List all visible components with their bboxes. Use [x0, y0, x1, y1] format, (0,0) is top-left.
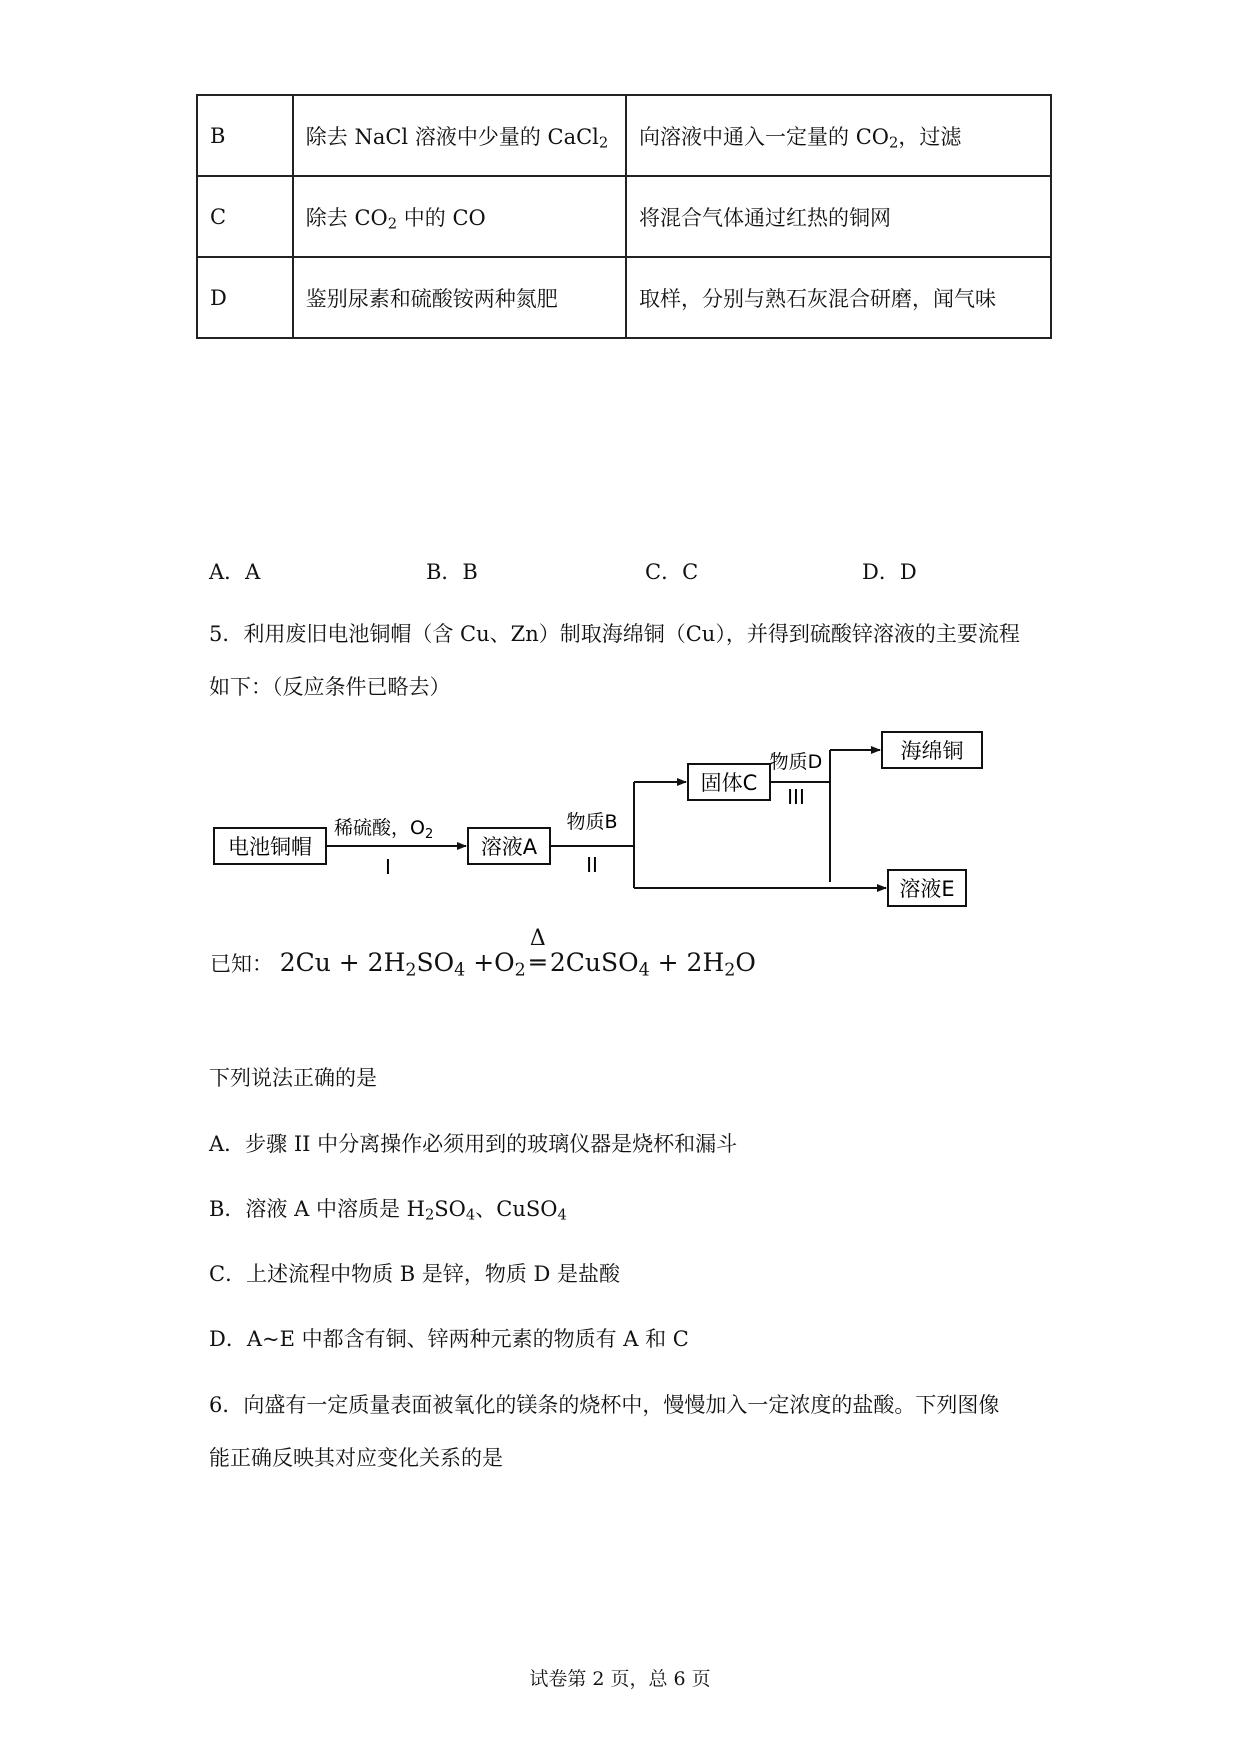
heat-symbol: Δ [529, 926, 546, 951]
label-solution-e: 溶液E [899, 877, 955, 901]
q5-ask: 下列说法正确的是 [209, 1066, 377, 1090]
label-reagent1: 稀硫酸，$O_2$ [334, 817, 434, 842]
chemical-equation: $2Cu + 2H_2SO_4 +O_2$ Δ ═ 2CuSO$_4$ + $2H_2O$ [279, 926, 756, 981]
q4-choices [209, 556, 929, 586]
page-footer: 试卷第 2 页，总 6 页 [529, 1668, 711, 1690]
q5-option-b[interactable]: B．溶液 A 中溶质是 $H_2SO_4$、CuSO$_4$ [209, 1197, 567, 1224]
row-method: 将混合气体通过红热的铜网 [626, 176, 1051, 257]
label-reagent3: 物质D [769, 751, 823, 773]
q5-stem-line2: 如下：（反应条件已略去） [209, 675, 451, 699]
label-solid-c: 固体C [700, 771, 758, 795]
row-label: D [197, 257, 293, 338]
table-row [197, 176, 1051, 257]
q6-stem-line1: 6．向盛有一定质量表面被氧化的镁条的烧杯中，慢慢加入一定浓度的盐酸。下列图像 [209, 1393, 1000, 1417]
row-label: B [197, 95, 293, 176]
label-step3: III [787, 785, 805, 809]
table-row [197, 95, 1051, 176]
known-label: 已知： [210, 952, 273, 976]
choice-c[interactable]: C．C [645, 560, 699, 584]
q5-option-c[interactable]: C．上述流程中物质 B 是锌，物质 D 是盐酸 [209, 1262, 621, 1286]
label-battery-cap: 电池铜帽 [228, 835, 312, 859]
table-row [197, 257, 1051, 338]
options-table [196, 94, 1052, 339]
q5-option-a[interactable]: A．步骤 II 中分离操作必须用到的玻璃仪器是烧杯和漏斗 [209, 1132, 738, 1156]
equals-with-heat: Δ ═ [529, 926, 546, 977]
known-equation [210, 926, 756, 1008]
row-label: C [197, 176, 293, 257]
label-step1: I [385, 855, 391, 879]
row-purpose: 除去 NaCl 溶液中少量的 CaCl$_2$ [293, 95, 626, 176]
choice-d[interactable]: D．D [862, 560, 917, 584]
row-purpose: 鉴别尿素和硫酸铵两种氮肥 [293, 257, 626, 338]
label-solution-a: 溶液A [480, 835, 538, 859]
q5-stem-line1: 5．利用废旧电池铜帽（含 Cu、Zn）制取海绵铜（Cu），并得到硫酸锌溶液的主要流程 [209, 622, 1020, 646]
row-purpose: 除去 $CO_2$ 中的 CO [293, 176, 626, 257]
row-method: 向溶液中通入一定量的 $CO_2$，过滤 [626, 95, 1051, 176]
process-flow-diagram [200, 718, 1000, 918]
label-step2: II [586, 853, 598, 877]
row-method: 取样，分别与熟石灰混合研磨，闻气味 [626, 257, 1051, 338]
label-sponge-copper: 海绵铜 [900, 739, 964, 763]
label-reagent2: 物质B [566, 811, 618, 833]
q6-stem-line2: 能正确反映其对应变化关系的是 [209, 1446, 503, 1470]
choice-a[interactable]: A．A [209, 560, 261, 584]
q5-option-d[interactable]: D．A~E 中都含有铜、锌两种元素的物质有 A 和 C [209, 1327, 689, 1351]
choice-b[interactable]: B．B [426, 560, 478, 584]
